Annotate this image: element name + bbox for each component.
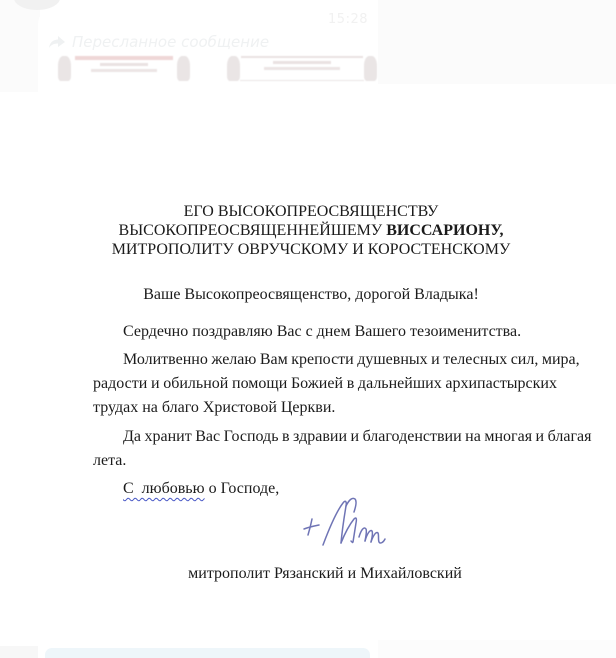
letter-addressee-heading xyxy=(65,202,557,259)
message-timestamp: 15:28 xyxy=(328,12,368,27)
salutation: Ваше Высокопреосвященство, дорогой Владыка! xyxy=(143,286,479,303)
heading-line-1: ЕГО ВЫСОКОПРЕОСВЯЩЕНСТВУ xyxy=(183,203,439,220)
heading-line-3: МИТРОПОЛИТУ ОВРУЧСКОМУ И КОРОСТЕНСКОМУ xyxy=(111,241,511,258)
forwarded-message-label: Пересланное сообщение xyxy=(72,33,270,51)
letter-document xyxy=(65,0,592,658)
paragraph-3: Да хранит Вас Господь в здравии и благоденствии на многая и благая лета. xyxy=(93,428,592,469)
addressee-name-bold: ВИССАРИОНУ, xyxy=(386,222,504,239)
paragraph-2: Молитвенно желаю Вам крепости душевных и телесных сил, мира, радости и обильной помощи Божией в дальнейших архипастырских трудах на благо Христовой Церкви. xyxy=(93,351,580,416)
handwritten-signature-icon xyxy=(300,496,395,554)
heading-line-2: ВЫСОКОПРЕОСВЯЩЕННЕЙШЕМУ ВИССАРИОНУ, xyxy=(118,222,504,239)
forward-arrow-icon xyxy=(48,35,66,49)
signer-title-caption: митрополит Рязанский и Михайловский xyxy=(188,565,462,582)
paragraph-1: Сердечно поздравляю Вас с днем Вашего тезоименитства. xyxy=(123,323,522,340)
chat-background-left xyxy=(0,0,40,92)
next-message-bubble-edge xyxy=(45,648,370,658)
closing-spellcheck-underline: С любовью xyxy=(123,480,205,497)
closing-line: С любовью о Господе, xyxy=(123,480,280,497)
chat-background-bottom-left xyxy=(0,646,38,658)
